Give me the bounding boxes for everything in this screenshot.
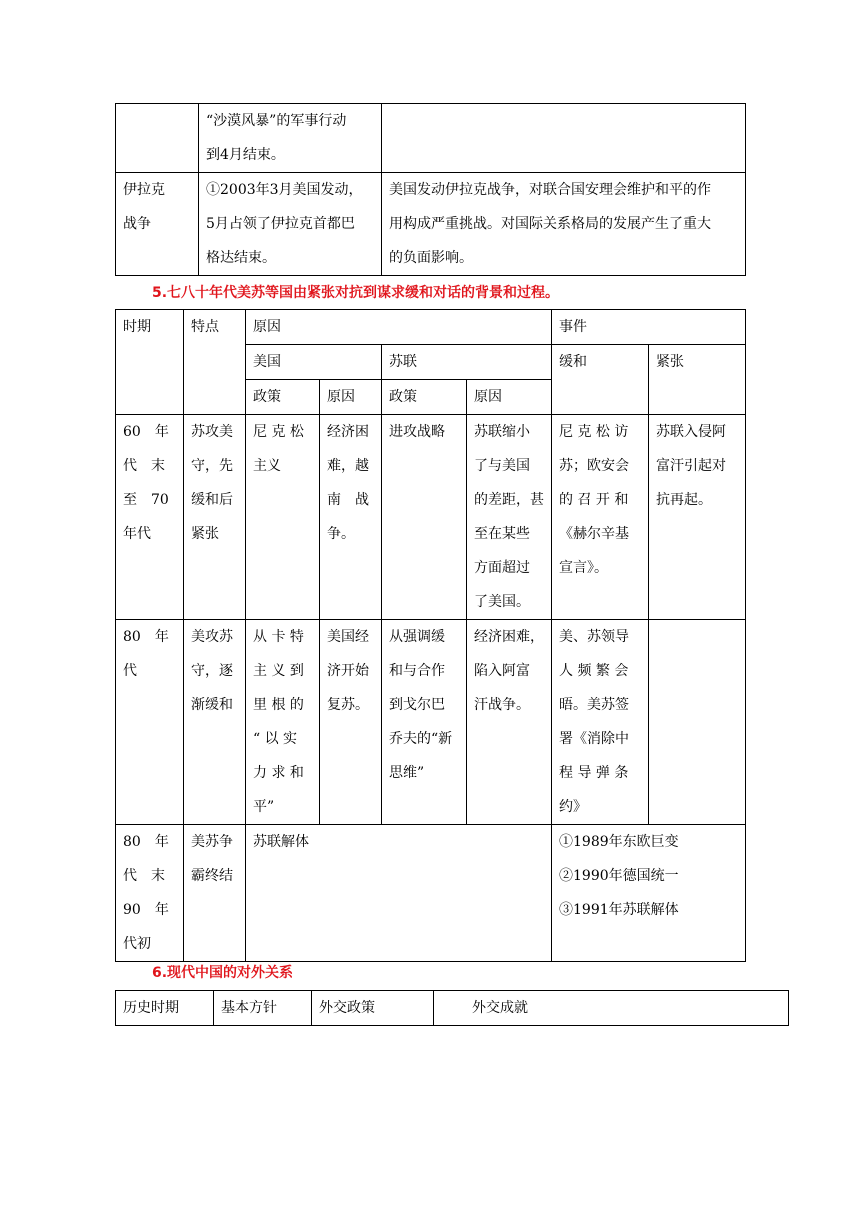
tension-cell xyxy=(649,620,746,825)
tension-cell xyxy=(649,415,746,620)
header-su-policy: 政策 xyxy=(382,380,467,415)
cell-line: 经济困难， xyxy=(474,629,544,645)
war-name-cell xyxy=(116,173,199,276)
cell-line: 南 战 xyxy=(327,492,369,508)
header-foreign-policy: 外交政策 xyxy=(312,991,434,1026)
cell-line: 代 末 xyxy=(123,458,165,474)
cell-line: 和与合作 xyxy=(389,663,445,679)
cell-line: 难，越 xyxy=(327,458,369,474)
feature-cell xyxy=(184,415,246,620)
feature-cell xyxy=(184,825,246,962)
header-achievements: 外交成就 xyxy=(434,991,789,1026)
cell-line: ①2003年3月美国发动， xyxy=(206,182,363,198)
period-cell xyxy=(116,620,184,825)
cell-line: “ 以 实 xyxy=(253,731,298,747)
cell-line: 代 xyxy=(123,663,137,679)
su-cause-cell xyxy=(467,415,552,620)
war-impact-cell xyxy=(382,173,746,276)
ease-cell xyxy=(552,620,649,825)
cell-line: 至 70 xyxy=(123,492,169,508)
cell-line: 平” xyxy=(253,799,275,815)
us-policy-cell xyxy=(246,415,320,620)
cell-line: 抗再起。 xyxy=(656,492,712,508)
war-impact-cell xyxy=(382,104,746,173)
cell-line: 用构成严重挑战。对国际关系格局的发展产生了重大 xyxy=(389,216,711,232)
header-usa: 美国 xyxy=(246,345,382,380)
cell-line: 代初 xyxy=(123,936,151,952)
gulf-iraq-table xyxy=(115,103,746,276)
cell-line: 争。 xyxy=(327,526,355,542)
cell-line: 富汗引起对 xyxy=(656,458,726,474)
cell-line: 汗战争。 xyxy=(474,697,530,713)
header-row xyxy=(116,310,746,345)
su-policy-cell xyxy=(382,415,467,620)
ease-cell xyxy=(552,415,649,620)
cell-line: 思维” xyxy=(389,765,425,781)
cell-line: 美国发动伊拉克战争，对联合国安理会维护和平的作 xyxy=(389,182,711,198)
cell-line: 程 导 弹 条 xyxy=(559,765,629,781)
cell-line: ②1990年德国统一 xyxy=(559,868,679,884)
us-cause-cell xyxy=(320,620,382,825)
header-event: 事件 xyxy=(552,310,746,345)
cell-line: 署《消除中 xyxy=(559,731,629,747)
war-process-cell xyxy=(199,173,382,276)
header-tension: 紧张 xyxy=(649,345,746,415)
cell-line: 格达结束。 xyxy=(206,250,276,266)
events-cell xyxy=(552,825,746,962)
header-row xyxy=(116,991,789,1026)
su-cause-cell xyxy=(467,620,552,825)
header-reason: 原因 xyxy=(246,310,552,345)
cell-line: 乔夫的“新 xyxy=(389,731,453,747)
cell-line: 经济困 xyxy=(327,424,369,440)
cell-line: ①1989年东欧巨变 xyxy=(559,834,679,850)
cell-line: 里 根 的 xyxy=(253,697,304,713)
cell-line: 80 年 xyxy=(123,834,169,850)
cell-line: 到戈尔巴 xyxy=(389,697,445,713)
cell-line: 苏攻美 xyxy=(191,424,233,440)
header-su-cause: 原因 xyxy=(467,380,552,415)
cell-line: 60 年 xyxy=(123,424,169,440)
cell-line: 了美国。 xyxy=(474,594,530,610)
cell-line: 伊拉克 xyxy=(123,182,165,198)
cell-line: 尼 克 松 访 xyxy=(559,424,629,440)
table-row xyxy=(116,620,746,825)
table-row xyxy=(116,415,746,620)
cell-line: 的差距，甚 xyxy=(474,492,544,508)
cell-line: 美国经 xyxy=(327,629,369,645)
table-row xyxy=(116,173,746,276)
cell-line: 主义 xyxy=(253,458,281,474)
us-policy-cell xyxy=(246,620,320,825)
cell-line: 紧张 xyxy=(191,526,219,542)
cell-line: 90 年 xyxy=(123,902,169,918)
cell-line: 进攻战略 xyxy=(389,424,445,440)
header-us-cause: 原因 xyxy=(320,380,382,415)
cell-line: “沙漠风暴”的军事行动 xyxy=(206,113,347,129)
cell-line: 主 义 到 xyxy=(253,663,304,679)
header-period: 时期 xyxy=(116,310,184,415)
cell-line: 守，先 xyxy=(191,458,233,474)
cell-line: 的负面影响。 xyxy=(389,250,473,266)
cell-line: 渐缓和 xyxy=(191,697,233,713)
header-feature: 特点 xyxy=(184,310,246,415)
reason-cell xyxy=(246,825,552,962)
section6-heading: 6.现代中国的对外关系 xyxy=(152,965,294,981)
cell-line: 到4月结束。 xyxy=(206,147,285,163)
cell-line: 美、苏领导 xyxy=(559,629,629,645)
cell-line: 力 求 和 xyxy=(253,765,304,781)
cell-line: 美攻苏 xyxy=(191,629,233,645)
feature-cell xyxy=(184,620,246,825)
us-ussr-relations-table xyxy=(115,309,746,962)
table-row xyxy=(116,104,746,173)
china-foreign-relations-table xyxy=(115,990,789,1026)
period-cell xyxy=(116,825,184,962)
cell-line: 5月占领了伊拉克首都巴 xyxy=(206,216,355,232)
war-name-cell xyxy=(116,104,199,173)
cell-line: 方面超过 xyxy=(474,560,530,576)
cell-line: 苏联解体 xyxy=(253,834,309,850)
period-cell xyxy=(116,415,184,620)
cell-line: 约》 xyxy=(559,799,587,815)
cell-line: 美苏争 xyxy=(191,834,233,850)
cell-line: 苏联入侵阿 xyxy=(656,424,726,440)
su-policy-cell xyxy=(382,620,467,825)
cell-line: 宣言》。 xyxy=(559,560,608,576)
cell-line: 复苏。 xyxy=(327,697,369,713)
cell-line: 80 年 xyxy=(123,629,169,645)
cell-line: 缓和后 xyxy=(191,492,233,508)
header-ussr: 苏联 xyxy=(382,345,552,380)
cell-line: 战争 xyxy=(123,216,151,232)
war-process-cell xyxy=(199,104,382,173)
cell-line: 了与美国 xyxy=(474,458,530,474)
cell-line: 从强调缓 xyxy=(389,629,445,645)
cell-line: 霸终结 xyxy=(191,868,233,884)
cell-line: 守，逐 xyxy=(191,663,233,679)
cell-line: ③1991年苏联解体 xyxy=(559,902,679,918)
cell-line: 苏联缩小 xyxy=(474,424,530,440)
cell-line: 陷入阿富 xyxy=(474,663,530,679)
header-historical-period: 历史时期 xyxy=(116,991,214,1026)
cell-line: 尼 克 松 xyxy=(253,424,304,440)
cell-line: 的 召 开 和 xyxy=(559,492,629,508)
cell-line: 从 卡 特 xyxy=(253,629,304,645)
cell-line: 代 末 xyxy=(123,868,165,884)
header-basic-policy: 基本方针 xyxy=(214,991,312,1026)
cell-line: 济开始 xyxy=(327,663,369,679)
cell-line: 苏；欧安会 xyxy=(559,458,629,474)
cell-line: 晤。美苏签 xyxy=(559,697,629,713)
section5-heading: 5.七八十年代美苏等国由紧张对抗到谋求缓和对话的背景和过程。 xyxy=(152,285,560,301)
cell-line: 《赫尔辛基 xyxy=(559,526,629,542)
header-us-policy: 政策 xyxy=(246,380,320,415)
header-ease: 缓和 xyxy=(552,345,649,415)
cell-line: 至在某些 xyxy=(474,526,530,542)
us-cause-cell xyxy=(320,415,382,620)
table-row xyxy=(116,825,746,962)
cell-line: 人 频 繁 会 xyxy=(559,663,629,679)
cell-line: 年代 xyxy=(123,526,151,542)
